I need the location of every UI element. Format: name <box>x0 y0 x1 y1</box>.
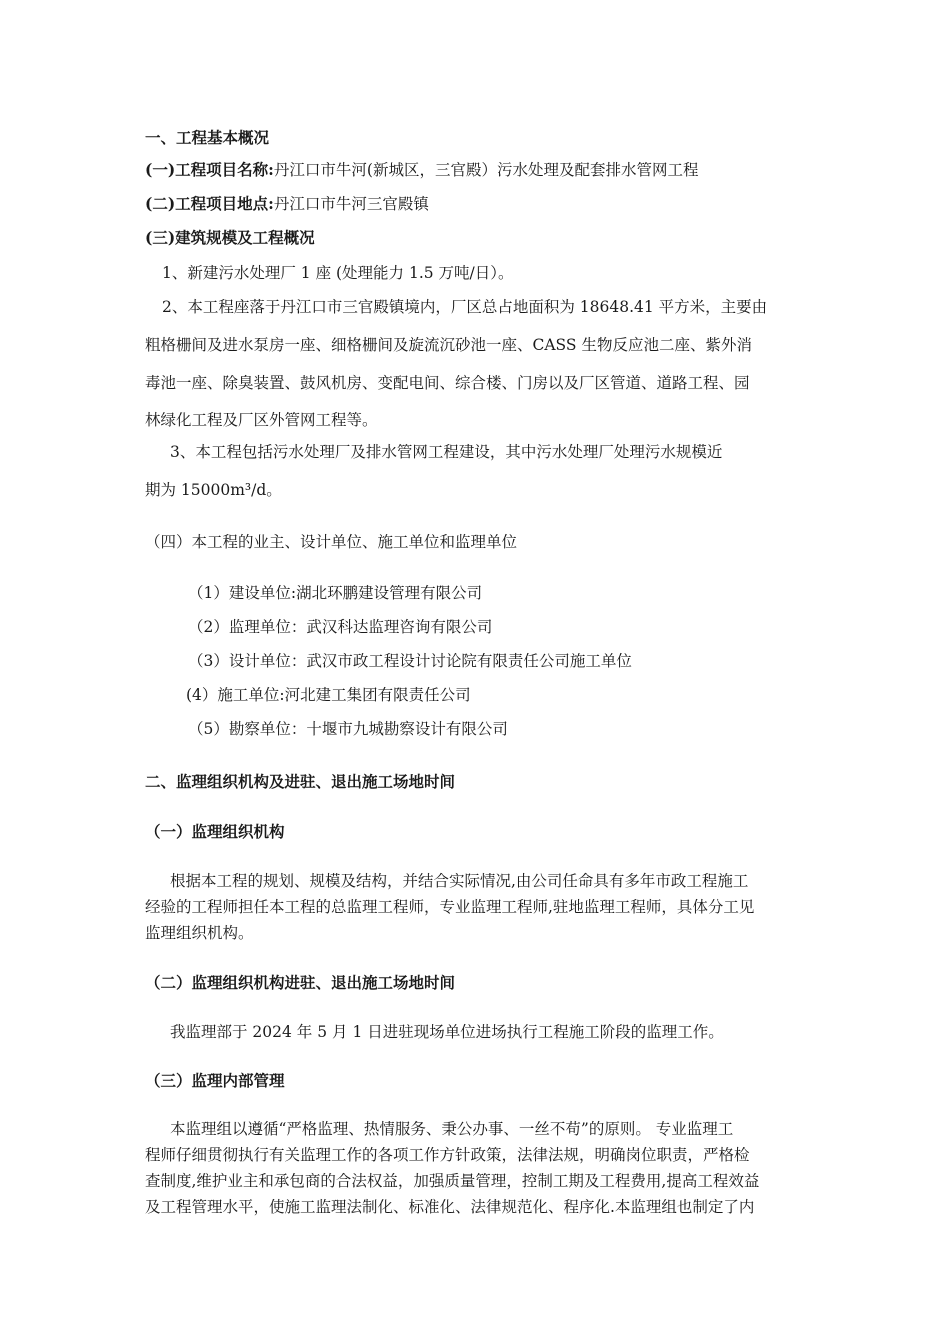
paragraph-3-line-1: 3、本工程包括污水处理厂及排水管网工程建设，其中污水处理厂处理污水规模近 <box>170 443 723 461</box>
paragraph-2-line-4: 林绿化工程及厂区外管网工程等。 <box>145 411 378 429</box>
scale-overview-heading: (三)建筑规模及工程概况 <box>145 228 315 247</box>
org-structure-heading: （一）监理组织机构 <box>145 822 285 841</box>
entry-exit-paragraph: 我监理部于 2024 年 5 月 1 日进驻现场单位进场执行工程施工阶段的监理工作。 <box>170 1023 724 1041</box>
management-paragraph-line-1: 本监理组以遵循“严格监理、热情服务、秉公办事、一丝不苟”的原则。 专业监理工 <box>170 1120 734 1138</box>
unit-item: (4）施工单位:河北建工集团有限责任公司 <box>186 686 471 704</box>
project-location-label: (二)工程项目地点: <box>145 194 274 213</box>
unit-item: （5）勘察单位：十堰市九城勘察设计有限公司 <box>188 720 508 738</box>
paragraph-3-line-2: 期为 15000m³/d。 <box>145 481 282 499</box>
section2-heading: 二、监理组织机构及进驻、退出施工场地时间 <box>145 772 456 791</box>
org-paragraph-line-2: 经验的工程师担任本工程的总监理工程师，专业监理工程师,驻地监理工程师，具体分工见 <box>145 898 755 916</box>
paragraph-2-line-2: 粗格栅间及进水泵房一座、细格栅间及旋流沉砂池一座、CASS 生物反应池二座、紫外消 <box>145 336 752 354</box>
paragraph-2-line-3: 毒池一座、除臭装置、鼓风机房、变配电间、综合楼、门房以及厂区管道、道路工程、园 <box>145 374 750 392</box>
project-name-value: 丹江口市牛河(新城区，三官殿）污水处理及配套排水管网工程 <box>273 161 699 179</box>
unit-item: （3）设计单位：武汉市政工程设计讨论院有限责任公司施工单位 <box>188 652 632 670</box>
unit-item: （1）建设单位:湖北环鹏建设管理有限公司 <box>188 584 483 602</box>
project-location-line <box>145 194 429 214</box>
internal-management-heading: （三）监理内部管理 <box>145 1071 285 1090</box>
entry-exit-heading: （二）监理组织机构进驻、退出施工场地时间 <box>145 973 456 992</box>
org-paragraph-line-3: 监理组织机构。 <box>145 924 254 942</box>
management-paragraph-line-4: 及工程管理水平，使施工监理法制化、标准化、法律规范化、程序化.本监理组也制定了内 <box>145 1198 755 1216</box>
section1-heading: 一、工程基本概况 <box>145 128 270 147</box>
project-location-value: 丹江口市牛河三官殿镇 <box>273 195 429 213</box>
project-name-label: (一)工程项目名称: <box>145 160 274 179</box>
paragraph-2-line-1: 2、本工程座落于丹江口市三官殿镇境内，厂区总占地面积为 18648.41 平方米，主要由 <box>162 298 768 316</box>
unit-item: （2）监理单位：武汉科达监理咨询有限公司 <box>188 618 493 636</box>
management-paragraph-line-3: 查制度,维护业主和承包商的合法权益，加强质量管理，控制工期及工程费用,提高工程效益 <box>145 1172 760 1190</box>
parties-heading: （四）本工程的业主、设计单位、施工单位和监理单位 <box>145 533 518 551</box>
management-paragraph-line-2: 程师仔细贯彻执行有关监理工作的各项工作方针政策，法律法规，明确岗位职责，严格检 <box>145 1146 750 1164</box>
project-name-line <box>145 160 698 180</box>
org-paragraph-line-1: 根据本工程的规划、规模及结构，并结合实际情况,由公司任命具有多年市政工程施工 <box>170 872 749 890</box>
paragraph-1: 1、新建污水处理厂 1 座 (处理能力 1.5 万吨/日）。 <box>162 264 514 282</box>
